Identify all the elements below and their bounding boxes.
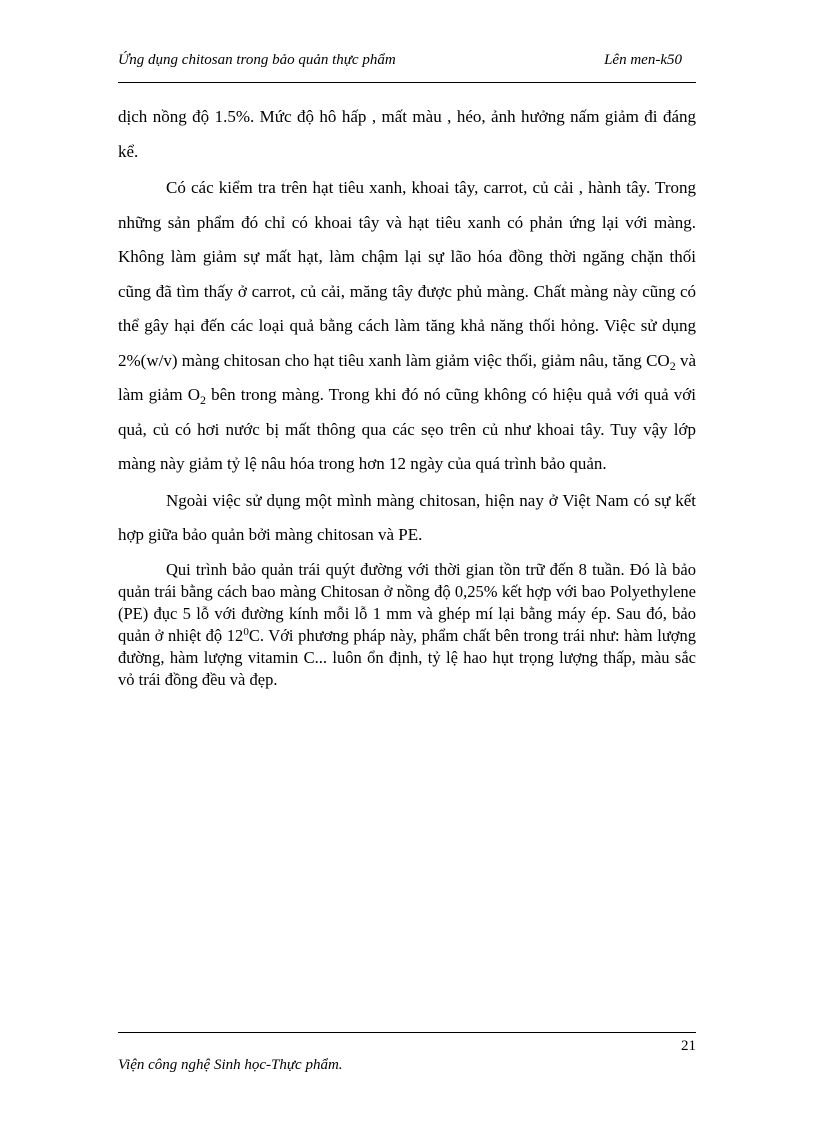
paragraph-2-part-a: Có các kiểm tra trên hạt tiêu xanh, khoai tây, carrot, củ cải , hành tây. Trong những sản phẩm đó chỉ có khoai tây và hạt tiêu xanh có phản ứng lại với màng. Không làm giảm sự mất hạt, làm chậm lại sự lão hóa đồng thời ngăng chặn thối cũng đã tìm thấy ở carrot, củ cải, măng tây được phủ màng. Chất màng này cũng có thể gây hại đến các loại quả bằng cách làm tăng khả năng thối hỏng. Việc sử dụng 2%(w/v) màng chitosan cho hạt tiêu xanh làm giảm việc thối, giảm nâu, tăng — [118, 178, 696, 370]
paragraph-2-part-c: bên trong màng. Trong khi đó nó cũng không có hiệu quả với quả với quả, củ có hơi nước bị mất thông qua các sẹo trên củ như khoai tây. Tuy vậy lớp màng này giảm tỷ lệ nâu hóa trong hơn 12 ngày của quá trình bảo quản. — [118, 385, 696, 473]
paragraph-3: Ngoài việc sử dụng một mình màng chitosan, hiện nay ở Việt Nam có sự kết hợp giữa bảo quản bởi màng chitosan và PE. — [118, 490, 696, 544]
paragraph-4-part-a: Qui trình bảo quản trái quýt đường với thời gian tồn trữ đến 8 tuần. Đó là bảo quản trái bằng cách bao màng Chitosan ở nồng độ 0,25% kết hợp với bao Polyethylene (PE) đục 5 lỗ với đường kính mỗi lỗ 1 mm và ghép mí lại bằng máy ép. Sau đó, bảo quản ở nhiệt độ 12 — [118, 559, 696, 645]
body-text-block — [118, 100, 696, 553]
paragraph-2-part-b: và làm giảm — [118, 350, 697, 404]
paragraph-2 — [118, 171, 696, 482]
paragraph-1: dịch nồng độ 1.5%. Mức độ hô hấp , mất màu , héo, ảnh hưởng nấm giảm đi đáng kể. — [118, 107, 696, 161]
header-divider — [118, 82, 696, 83]
paragraph-4-part-b: C. Với phương pháp này, phẩm chất bên trong trái như: hàm lượng đường, hàm lượng vitamin C... luôn ổn định, tỷ lệ hao hụt trọng lượng thấp, màu sắc vỏ trái đồng đều và đẹp. — [118, 625, 696, 689]
page-header — [118, 52, 696, 76]
page-number: 21 — [681, 1038, 696, 1054]
header-course-code: Lên men-k50 — [604, 52, 682, 68]
header-title: Ứng dụng chitosan trong bảo quản thực phẩm — [118, 52, 396, 68]
footer-institute: Viện công nghệ Sinh học-Thực phẩm. — [118, 1057, 343, 1073]
o2-formula: $O_2$ — [187, 385, 207, 407]
paragraph-4 — [118, 559, 696, 691]
document-body — [118, 100, 696, 691]
footer-divider — [118, 1032, 696, 1033]
degree-superscript: 0 — [243, 625, 249, 638]
co2-formula: $CO_2$ — [646, 350, 676, 373]
